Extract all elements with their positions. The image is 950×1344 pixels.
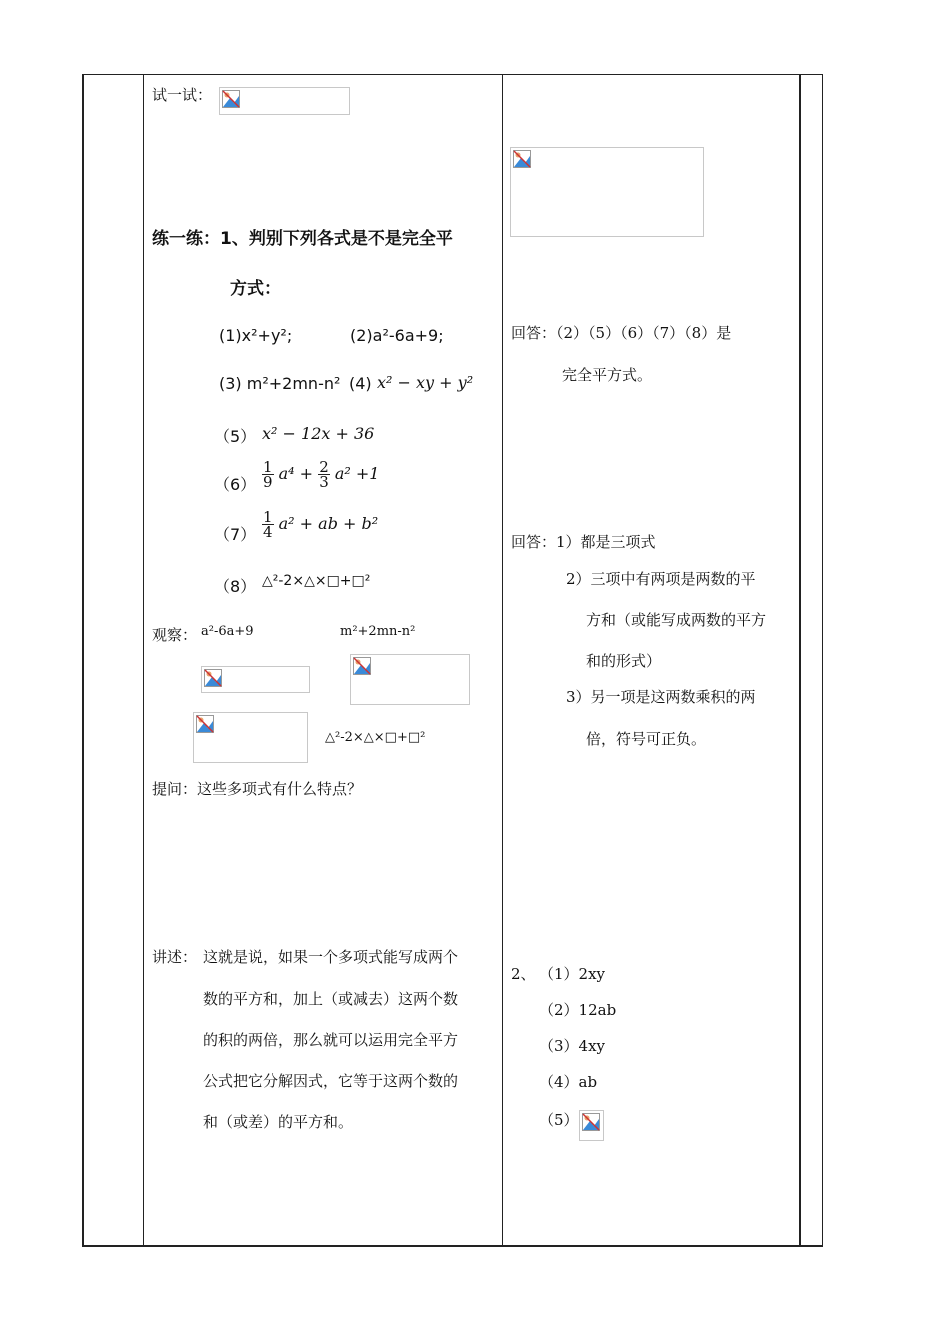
item-4-expression: x² − xy + y² — [377, 373, 474, 392]
item-6-label: （6） — [214, 475, 257, 494]
item-5-label: （5） — [214, 427, 257, 446]
try-label: 试一试： — [152, 86, 213, 104]
broken-image-placeholder — [201, 666, 310, 693]
broken-image-placeholder — [579, 1110, 604, 1141]
question-2-label: 2、 — [511, 965, 536, 983]
column-divider-2 — [502, 74, 503, 1247]
image-icon — [582, 1113, 600, 1131]
lecture-line-5: 和（或差）的平方和。 — [203, 1113, 354, 1131]
broken-image-placeholder — [219, 87, 350, 115]
lecture-line-2: 数的平方和，加上（或减去）这两个数 — [203, 990, 459, 1008]
question-2-item-2: （2）12ab — [539, 1001, 617, 1019]
question-2-item-3: （3）4xy — [539, 1037, 606, 1055]
table-bottom-border — [82, 1245, 823, 1247]
item-7-label: （7） — [214, 525, 257, 544]
table-left-border — [82, 74, 84, 1247]
lecture-label: 讲述： — [152, 948, 198, 966]
observe-expression-2: m²+2mn-n² — [340, 624, 416, 639]
answer-2-line-6: 倍，符号可正负。 — [586, 730, 707, 748]
image-icon — [196, 715, 214, 733]
fraction — [262, 510, 274, 539]
item-8-expression: △²-2×△×□+□² — [262, 573, 371, 589]
term: a² + ab + b² — [278, 514, 379, 533]
item-4-label: (4) — [349, 374, 372, 393]
answer-2-line-4: 和的形式） — [586, 652, 662, 670]
question-2-item-4: （4）ab — [539, 1073, 598, 1091]
image-icon — [204, 669, 222, 687]
answer-1-line-2: 完全平方式。 — [562, 366, 653, 384]
item-5-expression: x² − 12x + 36 — [262, 424, 375, 443]
table-top-border — [82, 74, 823, 75]
item-1: (1)x²+y²; — [219, 326, 293, 345]
answer-2-line-3: 方和（或能写成两数的平方 — [586, 611, 767, 629]
broken-image-placeholder — [350, 654, 470, 705]
numerator: 1 — [263, 458, 273, 476]
numerator: 2 — [319, 458, 329, 476]
term: a² +1 — [334, 464, 380, 483]
observe-expression-1: a²-6a+9 — [201, 624, 254, 639]
denominator: 4 — [263, 523, 273, 541]
answer-2-line-1: 回答：1）都是三项式 — [511, 533, 656, 551]
column-divider-3 — [799, 74, 801, 1247]
question-2-item-5: （5） — [539, 1111, 579, 1129]
broken-image-placeholder — [510, 147, 704, 237]
practice-title: 练一练：1、判别下列各式是不是完全平 — [152, 229, 453, 249]
answer-1-line-1: 回答：（2）（5）（6）（7）（8）是 — [511, 324, 732, 342]
item-8-label: （8） — [214, 577, 257, 596]
item-6-expression — [262, 460, 379, 489]
question-2-item-1: （1）2xy — [539, 965, 606, 983]
item-3: (3) m²+2mn-n² — [219, 374, 341, 393]
denominator: 9 — [263, 473, 273, 491]
observe-label: 观察： — [152, 626, 198, 644]
image-icon — [353, 657, 371, 675]
answer-2-line-5: 3）另一项是这两数乘积的两 — [566, 688, 756, 706]
answer-2-line-2: 2）三项中有两项是两数的平 — [566, 570, 756, 588]
image-icon — [222, 90, 240, 108]
term: a⁴ + — [278, 464, 314, 483]
observe-expression-3: △²-2×△×□+□² — [325, 730, 426, 745]
column-divider-1 — [143, 74, 144, 1247]
table-right-border — [822, 74, 823, 1247]
practice-title-cont: 方式： — [230, 279, 281, 299]
item-7-expression — [262, 510, 378, 539]
fraction — [262, 460, 274, 489]
broken-image-placeholder — [193, 712, 308, 763]
lecture-line-4: 公式把它分解因式，它等于这两个数的 — [203, 1072, 459, 1090]
image-icon — [513, 150, 531, 168]
question: 提问：这些多项式有什么特点？ — [152, 780, 363, 798]
lecture-line-3: 的积的两倍，那么就可以运用完全平方 — [203, 1031, 459, 1049]
lecture-line-1: 这就是说，如果一个多项式能写成两个 — [203, 948, 459, 966]
item-2: (2)a²-6a+9; — [350, 326, 444, 345]
numerator: 1 — [263, 508, 273, 526]
denominator: 3 — [319, 473, 329, 491]
fraction — [318, 460, 330, 489]
